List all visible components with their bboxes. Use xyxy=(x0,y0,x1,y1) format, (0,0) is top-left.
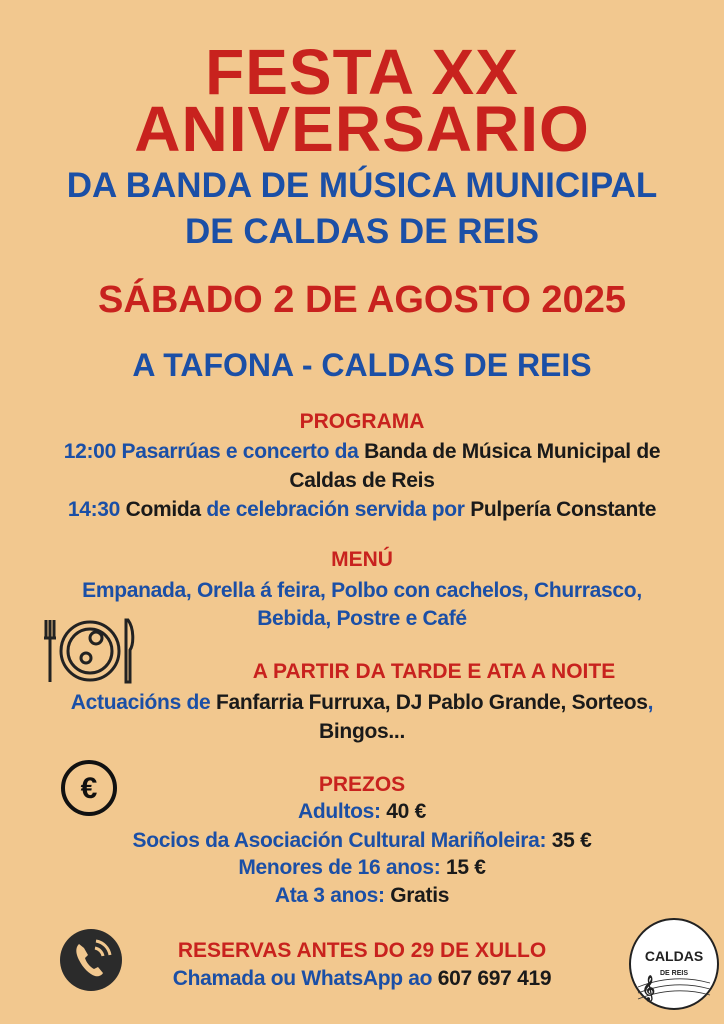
desc: Pasarrúas e concerto da xyxy=(115,440,365,463)
price-row xyxy=(0,830,724,851)
acts: Fanfarria Furruxa, DJ Pablo Grande, Sorteos xyxy=(215,691,648,714)
programa-item-1 xyxy=(0,441,724,462)
band-logo xyxy=(628,917,720,1011)
title-line-1: FESTA XX xyxy=(205,36,519,108)
price-value: 40 € xyxy=(386,800,426,823)
phone-number[interactable]: 607 697 419 xyxy=(437,967,552,990)
band-name: Banda de Música Municipal de xyxy=(364,440,661,463)
svg-text:𝄞: 𝄞 xyxy=(642,975,656,1000)
desc: de celebración servida por xyxy=(200,498,471,521)
menu-line-1: Empanada, Orella á feira, Polbo con cachelos, Churrasco, xyxy=(82,579,642,602)
price-value: 15 € xyxy=(445,856,486,879)
price-label: Socios da Asociación Cultural Mariñoleira: xyxy=(132,829,552,852)
subtitle-line-2: DE CALDAS DE REIS xyxy=(185,212,539,251)
programa-item-2 xyxy=(0,499,724,520)
price-value: 35 € xyxy=(551,829,592,852)
price-row xyxy=(0,801,724,822)
menu-heading: MENÚ xyxy=(331,548,393,571)
comma: , xyxy=(647,691,654,714)
svg-text:DE REIS: DE REIS xyxy=(659,970,689,977)
contact-prefix: Chamada ou WhatsApp ao xyxy=(172,967,438,990)
reservas-heading: RESERVAS ANTES DO 29 DE XULLO xyxy=(177,939,547,962)
event-venue: A TAFONA - CALDAS DE REIS xyxy=(132,347,592,383)
prefix: Actuacións de xyxy=(70,691,216,714)
price-label: Menores de 16 anos: xyxy=(238,856,446,879)
svg-text:CALDAS: CALDAS xyxy=(644,948,704,964)
reservas-contact xyxy=(0,968,724,989)
caterer-name: Pulpería Constante xyxy=(470,498,657,521)
programa-item-1-cont: Caldas de Reis xyxy=(289,469,435,492)
desc: Comida xyxy=(120,498,201,521)
event-date: SÁBADO 2 DE AGOSTO 2025 xyxy=(98,279,626,321)
price-label: Adultos: xyxy=(298,800,387,823)
prezos-heading: PREZOS xyxy=(318,773,406,796)
price-value: Gratis xyxy=(390,884,450,907)
price-label: Ata 3 anos: xyxy=(274,884,391,907)
title-line-2: ANIVERSARIO xyxy=(134,93,590,165)
tarde-line-1 xyxy=(0,692,724,713)
tarde-line-2: Bingos... xyxy=(319,720,405,743)
price-row xyxy=(0,857,724,878)
menu-line-2: Bebida, Postre e Café xyxy=(257,607,467,630)
price-row xyxy=(0,885,724,906)
time: 12:00 xyxy=(63,440,116,463)
svg-text:€: € xyxy=(80,772,98,805)
tarde-heading: A PARTIR DA TARDE E ATA A NOITE xyxy=(252,660,616,683)
subtitle-line-1: DA BANDA DE MÚSICA MUNICIPAL xyxy=(66,166,658,205)
programa-heading: PROGRAMA xyxy=(299,410,425,433)
time: 14:30 xyxy=(67,498,121,521)
